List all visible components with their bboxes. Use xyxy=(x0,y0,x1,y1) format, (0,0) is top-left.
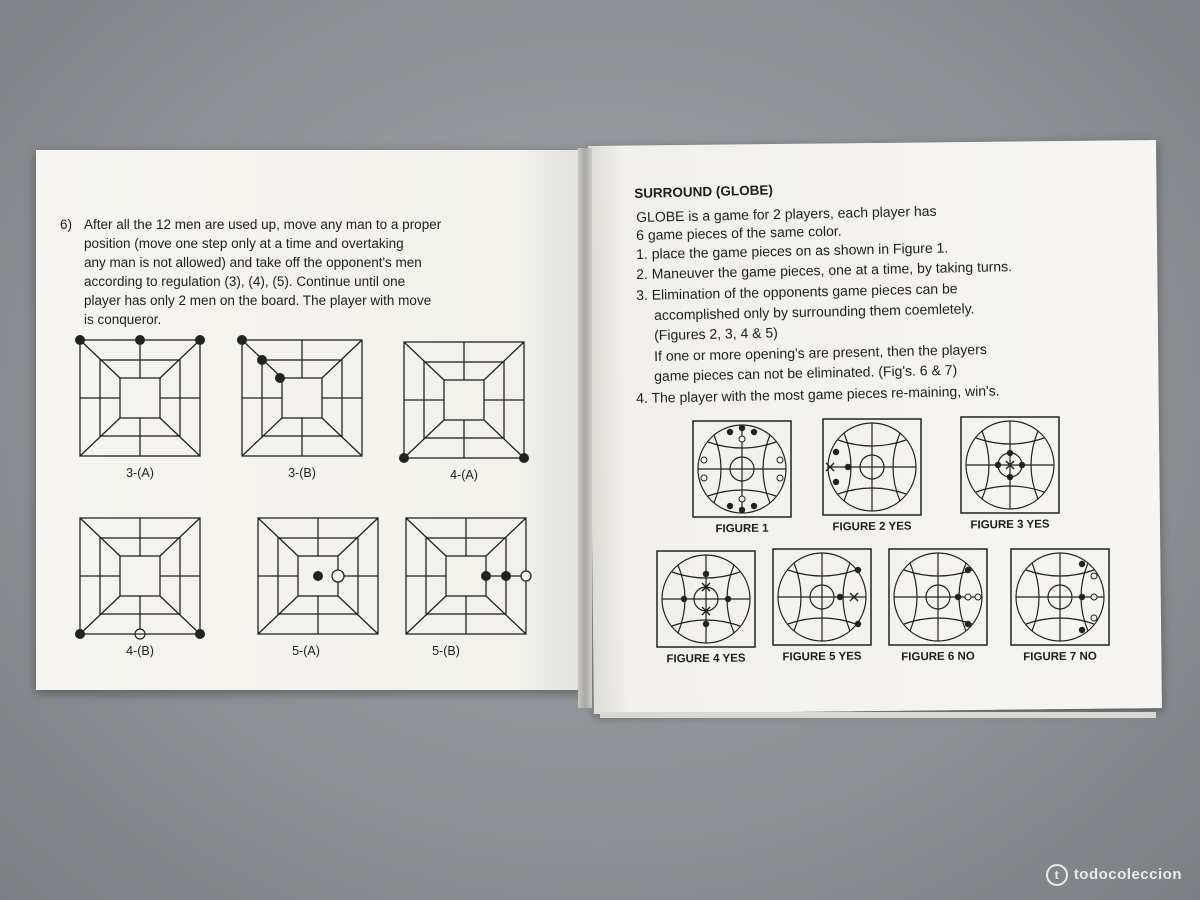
figure-caption: 3-(B) xyxy=(288,466,316,480)
rule-line: according to regulation (3), (4), (5). Continue until one xyxy=(84,274,406,289)
figure-caption: 5-(A) xyxy=(292,644,320,658)
globe-board xyxy=(772,548,872,646)
rule-6-block xyxy=(60,215,526,329)
rule-line: After all the 12 men are used up, move any man to a proper xyxy=(84,217,442,232)
rule-line: game pieces can not be eliminated. (Fig's. 6 & 7) xyxy=(654,361,958,384)
board-figure-4b xyxy=(74,512,206,658)
rule-line: (Figures 2, 3, 4 & 5) xyxy=(654,324,779,343)
watermark xyxy=(1046,864,1182,886)
figure-caption: FIGURE 1 xyxy=(715,522,769,536)
globe-board xyxy=(1010,548,1110,646)
figure-caption: 4-(B) xyxy=(126,644,154,658)
board-figure-5a xyxy=(252,512,384,658)
rule-line: If one or more opening's are present, then the players xyxy=(654,341,987,364)
globe-board xyxy=(692,420,792,518)
globe-board xyxy=(656,550,756,648)
rule-text: The player with the most game pieces re-maining, win's. xyxy=(651,382,1000,406)
watermark-logo-icon: t xyxy=(1046,864,1068,886)
rule-number: 6) xyxy=(60,217,73,232)
mill-board-5a xyxy=(252,512,384,640)
board-figure-5b xyxy=(400,512,532,658)
figure-caption: FIGURE 4 YES xyxy=(666,652,746,666)
watermark-text: todocoleccion xyxy=(1073,865,1182,883)
section-title: SURROUND (GLOBE) xyxy=(634,182,774,201)
figure-caption: 5-(B) xyxy=(432,644,460,658)
globe-board xyxy=(960,416,1060,514)
figure-caption: FIGURE 3 YES xyxy=(970,518,1050,532)
mill-board-3b xyxy=(236,334,368,462)
figure-caption: FIGURE 6 NO xyxy=(901,650,975,664)
board-figure-3a xyxy=(74,334,206,480)
mill-board-5b xyxy=(400,512,532,640)
figure-caption: 3-(A) xyxy=(126,466,154,480)
globe-board xyxy=(888,548,988,646)
rule-line: position (move one step only at a time and overtaking xyxy=(84,236,404,251)
globe-figure-2 xyxy=(822,418,922,534)
rule-text: Elimination of the opponents game pieces can be xyxy=(651,280,958,303)
rule-line: any man is not allowed) and take off the opponent's men xyxy=(84,255,422,270)
rule-line: is conqueror. xyxy=(84,312,162,327)
globe-figure-3 xyxy=(960,416,1060,532)
rule-text: Maneuver the game pieces, one at a time, by taking turns. xyxy=(651,258,1013,282)
intro-line: 6 game pieces of the same color. xyxy=(636,222,842,243)
figure-caption: 4-(A) xyxy=(450,468,478,482)
figure-caption: FIGURE 2 YES xyxy=(832,520,912,534)
rule-num: 2. xyxy=(636,265,649,282)
rule-num: 3. xyxy=(636,286,649,303)
intro-line: GLOBE is a game for 2 players, each player has xyxy=(636,202,937,225)
figure-caption: FIGURE 7 NO xyxy=(1023,650,1097,664)
figure-caption: FIGURE 5 YES xyxy=(782,650,862,664)
rule-text: place the game pieces on as shown in Figure 1. xyxy=(651,239,949,262)
globe-figure-6 xyxy=(888,548,988,664)
mill-board-4b xyxy=(74,512,206,640)
rule-num: 1. xyxy=(636,245,649,262)
page-stack-edge xyxy=(600,712,1156,718)
book-gutter xyxy=(578,148,592,708)
rule-line: player has only 2 men on the board. The player with move xyxy=(84,293,432,308)
board-figure-3b xyxy=(236,334,368,480)
globe-figure-5 xyxy=(772,548,872,664)
mill-board-4a xyxy=(398,336,530,464)
mill-board-3a xyxy=(74,334,206,462)
rule-line: accomplished only by surrounding them coemletely. xyxy=(654,300,975,323)
globe-board xyxy=(822,418,922,516)
globe-figure-4 xyxy=(656,550,756,666)
globe-figure-7 xyxy=(1010,548,1110,664)
rule-num: 4. xyxy=(636,389,649,406)
board-figure-4a xyxy=(398,336,530,482)
globe-figure-1 xyxy=(692,420,792,536)
